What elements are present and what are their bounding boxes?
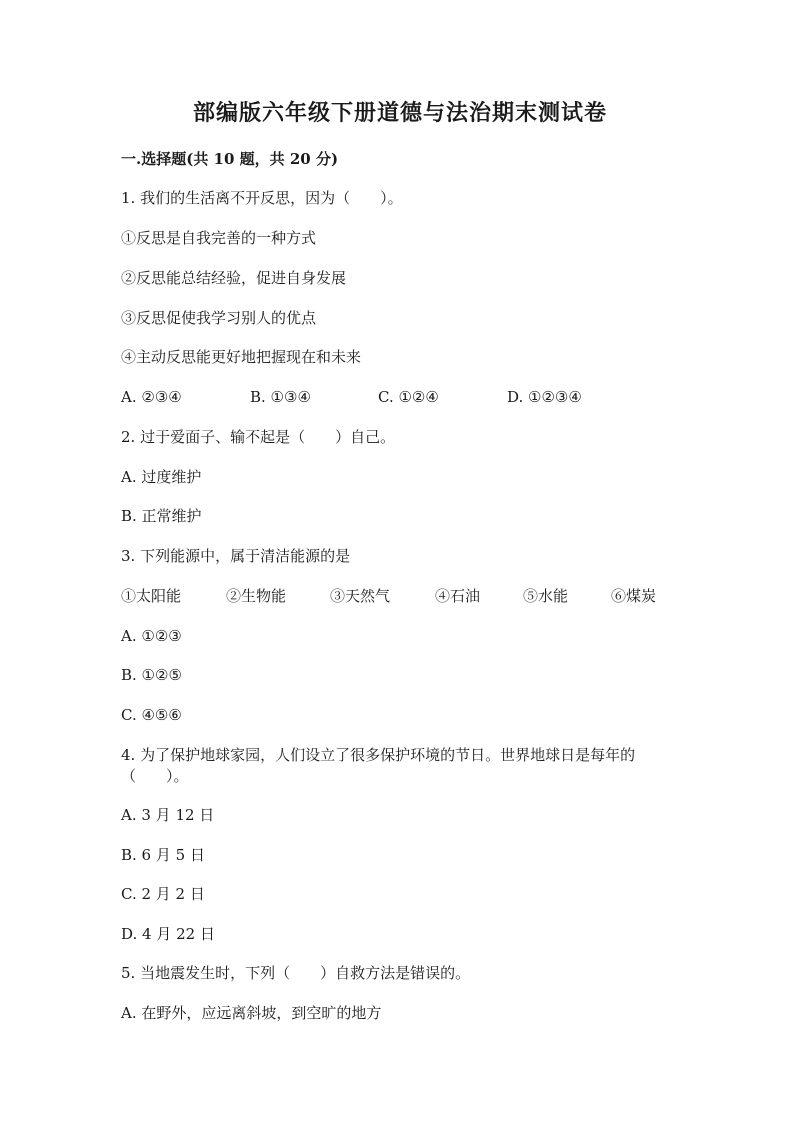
question-2-option-a: A. 过度维护 (121, 468, 202, 486)
question-2-option-b: B. 正常维护 (121, 507, 202, 525)
question-4-option-c: C. 2 月 2 日 (121, 885, 205, 903)
question-1-stem: 1. 我们的生活离不开反思，因为（ ）。 (121, 189, 403, 207)
question-3-option-b: B. ①②⑤ (121, 666, 182, 684)
question-4-stem-line-2: （ ）。 (121, 767, 189, 785)
question-1-option-b: B. ①③④ (250, 388, 311, 406)
question-4-option-a: A. 3 月 12 日 (121, 806, 215, 824)
question-3-item-6: ⑥煤炭 (611, 587, 657, 605)
question-1-statement-2: ②反思能总结经验，促进自身发展 (121, 269, 347, 287)
question-1-statement-4: ④主动反思能更好地把握现在和未来 (121, 348, 362, 366)
page-title: 部编版六年级下册道德与法治期末测试卷 (192, 100, 607, 126)
question-1-option-a: A. ②③④ (121, 388, 182, 406)
question-5-option-a: A. 在野外，应远离斜坡，到空旷的地方 (121, 1004, 382, 1022)
question-4-option-b: B. 6 月 5 日 (121, 846, 205, 864)
question-3-stem: 3. 下列能源中，属于清洁能源的是 (121, 547, 351, 565)
question-1-option-d: D. ①②③④ (507, 388, 582, 406)
question-1-statement-1: ①反思是自我完善的一种方式 (121, 229, 317, 247)
question-4-option-d: D. 4 月 22 日 (121, 925, 215, 943)
question-5-stem: 5. 当地震发生时，下列（ ）自救方法是错误的。 (121, 964, 471, 982)
question-3-item-1: ①太阳能 (121, 587, 182, 605)
question-3-option-c: C. ④⑤⑥ (121, 706, 182, 724)
question-3-item-3: ③天然气 (330, 587, 391, 605)
question-3-item-5: ⑤水能 (523, 587, 569, 605)
question-4-stem-line-1: 4. 为了保护地球家园，人们设立了很多保护环境的节日。世界地球日是每年的 (121, 746, 636, 764)
question-1-option-c: C. ①②④ (378, 388, 439, 406)
question-3-option-a: A. ①②③ (121, 627, 182, 645)
question-1-statement-3: ③反思促使我学习别人的优点 (121, 309, 317, 327)
question-2-stem: 2. 过于爱面子、输不起是（ ）自己。 (121, 428, 396, 446)
section-heading: 一.选择题(共 10 题，共 20 分) (121, 150, 339, 168)
question-3-item-2: ②生物能 (226, 587, 287, 605)
question-3-item-4: ④石油 (435, 587, 481, 605)
